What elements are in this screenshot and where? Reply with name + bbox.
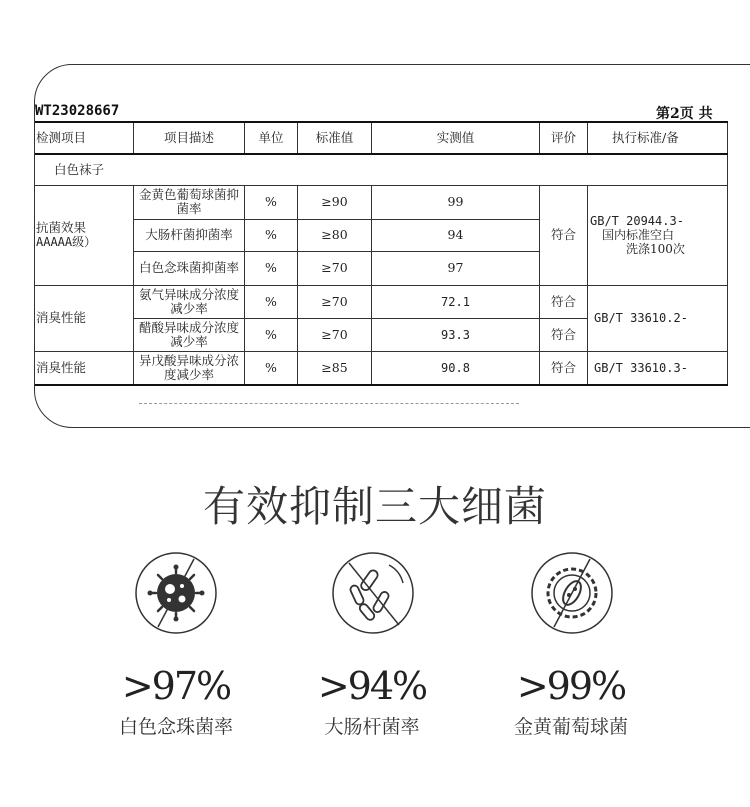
unit-cell: % (245, 318, 298, 351)
result-cell: 符合 (540, 185, 588, 285)
stat-value: >99% (516, 664, 626, 708)
virus-icon (134, 551, 218, 635)
unit-cell: % (245, 351, 298, 385)
value-cell: 72.1 (372, 285, 540, 318)
unit-cell: % (245, 219, 298, 251)
standard-cell: GB/T 33610.2- (588, 285, 728, 351)
value-cell: 94 (372, 219, 540, 251)
header-cell: 评价 (540, 122, 588, 154)
item-cell: 消臭性能 (34, 285, 134, 351)
value-cell: 90.8 (372, 351, 540, 385)
std-cell: ≥80 (298, 219, 372, 251)
desc-cell: 醋酸异味成分浓度减少率 (134, 318, 245, 351)
value-cell: 99 (372, 185, 540, 219)
value-cell: 93.3 (372, 318, 540, 351)
section-heading: 有效抑制三大细菌 (202, 482, 547, 531)
standard-cell (588, 185, 728, 285)
result-cell: 符合 (540, 318, 588, 351)
test-report-card (34, 64, 750, 428)
value-cell: 97 (372, 251, 540, 285)
unit-cell: % (245, 285, 298, 318)
item-cell (34, 185, 134, 285)
standard-line: 国内标准空白 (602, 228, 675, 242)
header-cell: 实测值 (372, 122, 540, 154)
table-row (34, 185, 728, 219)
unit-cell: % (245, 251, 298, 285)
coccus-bacteria-icon (530, 551, 614, 635)
std-cell: ≥70 (298, 251, 372, 285)
stat-label: 金黄葡萄球菌 (513, 716, 628, 738)
stat-value: >94% (317, 664, 427, 708)
item-name: 抗菌效果 (36, 220, 87, 235)
result-cell: 符合 (540, 285, 588, 318)
item-cell: 消臭性能 (34, 351, 134, 385)
stat-label: 白色念珠菌率 (118, 716, 233, 738)
stat-label: 大肠杆菌率 (324, 716, 420, 738)
standard-cell: GB/T 33610.3- (588, 351, 728, 385)
desc-cell: 异戊酸异味成分浓度减少率 (134, 351, 245, 385)
desc-cell: 金黄色葡萄球菌抑菌率 (134, 185, 245, 219)
stat-value: >97% (121, 664, 231, 708)
sample-row (34, 154, 728, 185)
standard-line: GB/T 20944.3- (590, 214, 684, 228)
unit-cell: % (245, 185, 298, 219)
page-number: 第2页 共 (656, 106, 713, 122)
dashed-divider (139, 403, 519, 404)
report-table (34, 121, 728, 386)
result-cell: 符合 (540, 351, 588, 385)
table-row (34, 285, 728, 318)
desc-cell: 大肠杆菌抑菌率 (134, 219, 245, 251)
table-row (34, 351, 728, 385)
desc-cell: 白色念珠菌抑菌率 (134, 251, 245, 285)
report-id: WT23028667 (35, 103, 120, 119)
standard-line: 洗涤100次 (626, 242, 685, 256)
sample-name: 白色袜子 (34, 154, 728, 185)
header-cell: 单位 (245, 122, 298, 154)
desc-cell: 氨气异味成分浓度减少率 (134, 285, 245, 318)
std-cell: ≥70 (298, 285, 372, 318)
rod-bacteria-icon (331, 551, 415, 635)
header-cell: 执行标准/备 (588, 122, 728, 154)
item-grade: AAAAA级） (36, 235, 97, 249)
header-cell: 标准值 (298, 122, 372, 154)
std-cell: ≥90 (298, 185, 372, 219)
std-cell: ≥85 (298, 351, 372, 385)
std-cell: ≥70 (298, 318, 372, 351)
header-cell: 项目描述 (134, 122, 245, 154)
header-cell: 检测项目 (34, 122, 134, 154)
table-header-row (34, 122, 728, 154)
